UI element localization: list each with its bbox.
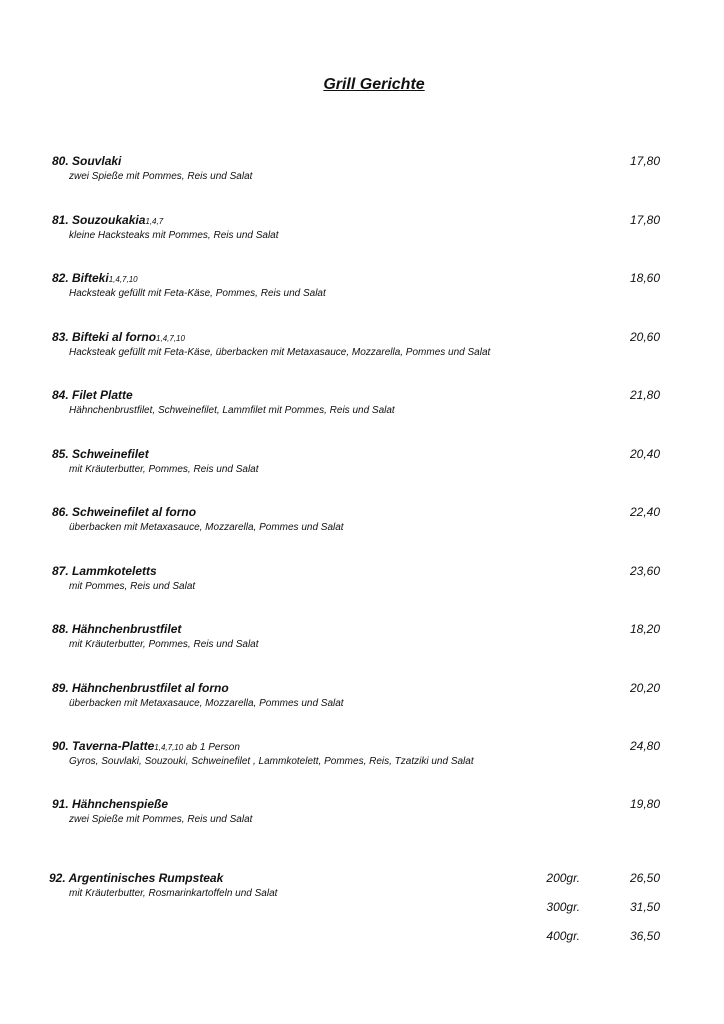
item-description: Gyros, Souvlaki, Souzouki, Schweinefilet , Lammkotelett, Pommes, Reis, Tzatziki und Salat <box>69 756 474 767</box>
item-name: 92. Argentinisches Rumpsteak <box>49 871 224 885</box>
item-name: 80. Souvlaki <box>52 154 122 168</box>
item-price: 19,80 <box>629 797 660 811</box>
item-price: 20,40 <box>629 447 660 461</box>
item-note: ab 1 Person <box>183 742 240 753</box>
item-price: 23,60 <box>629 564 660 578</box>
item-price: 17,80 <box>629 154 660 168</box>
page-title: Grill Gerichte <box>323 76 425 93</box>
steak-weight: 200gr. <box>546 871 580 885</box>
item-description: mit Pommes, Reis und Salat <box>69 581 196 592</box>
steak-price: 26,50 <box>629 871 660 885</box>
item-name: 83. Bifteki al forno1,4,7,10 <box>52 330 185 344</box>
allergen-codes: 1,4,7,10 <box>156 334 185 343</box>
allergen-codes: 1,4,7,10 <box>154 743 184 752</box>
item-description: zwei Spieße mit Pommes, Reis und Salat <box>69 814 253 825</box>
item-price: 21,80 <box>629 388 660 402</box>
item-name: 90. Taverna-Platte1,4,7,10 ab 1 Person <box>52 739 240 753</box>
item-description: Hähnchenbrustfilet, Schweinefilet, Lammfilet mit Pommes, Reis und Salat <box>69 405 395 416</box>
item-name: 87. Lammkoteletts <box>52 564 157 578</box>
item-name: 85. Schweinefilet <box>52 447 149 461</box>
steak-size-row <box>0 871 724 887</box>
item-description: kleine Hacksteaks mit Pommes, Reis und Salat <box>69 230 279 241</box>
item-price: 17,80 <box>629 213 660 227</box>
item-price: 22,40 <box>629 505 660 519</box>
item-price: 18,20 <box>629 622 660 636</box>
item-name: 84. Filet Platte <box>52 388 133 402</box>
item-name: 88. Hähnchenbrustfilet <box>52 622 182 636</box>
allergen-codes: 1,4,7,10 <box>108 275 138 284</box>
item-price: 18,60 <box>629 271 660 285</box>
item-name: 91. Hähnchenspieße <box>52 797 169 811</box>
item-description: überbacken mit Metaxasauce, Mozzarella, Pommes und Salat <box>69 698 344 709</box>
steak-size-row <box>0 929 724 945</box>
item-name: 81. Souzoukakia1,4,7 <box>52 213 164 227</box>
item-description: überbacken mit Metaxasauce, Mozzarella, Pommes und Salat <box>69 522 344 533</box>
item-description: mit Kräuterbutter, Pommes, Reis und Salat <box>69 639 259 650</box>
allergen-codes: 1,4,7 <box>145 217 164 226</box>
steak-weight: 300gr. <box>546 900 580 914</box>
steak-price: 31,50 <box>629 900 660 914</box>
item-name: 82. Bifteki1,4,7,10 <box>52 271 138 285</box>
item-price: 20,20 <box>629 681 660 695</box>
item-description: mit Kräuterbutter, Pommes, Reis und Salat <box>69 464 259 475</box>
item-price: 20,60 <box>629 330 660 344</box>
item-name: 86. Schweinefilet al forno <box>52 505 197 519</box>
item-description: mit Kräuterbutter, Rosmarinkartoffeln und Salat <box>69 888 278 899</box>
item-description: Hacksteak gefüllt mit Feta-Käse, Pommes, Reis und Salat <box>69 288 326 299</box>
steak-weight: 400gr. <box>546 929 580 943</box>
steak-size-row <box>0 900 724 916</box>
steak-price: 36,50 <box>629 929 660 943</box>
item-name: 89. Hähnchenbrustfilet al forno <box>52 681 229 695</box>
item-description: zwei Spieße mit Pommes, Reis und Salat <box>69 171 253 182</box>
item-price: 24,80 <box>629 739 660 753</box>
item-description: Hacksteak gefüllt mit Feta-Käse, überbacken mit Metaxasauce, Mozzarella, Pommes und Salat <box>69 347 491 358</box>
